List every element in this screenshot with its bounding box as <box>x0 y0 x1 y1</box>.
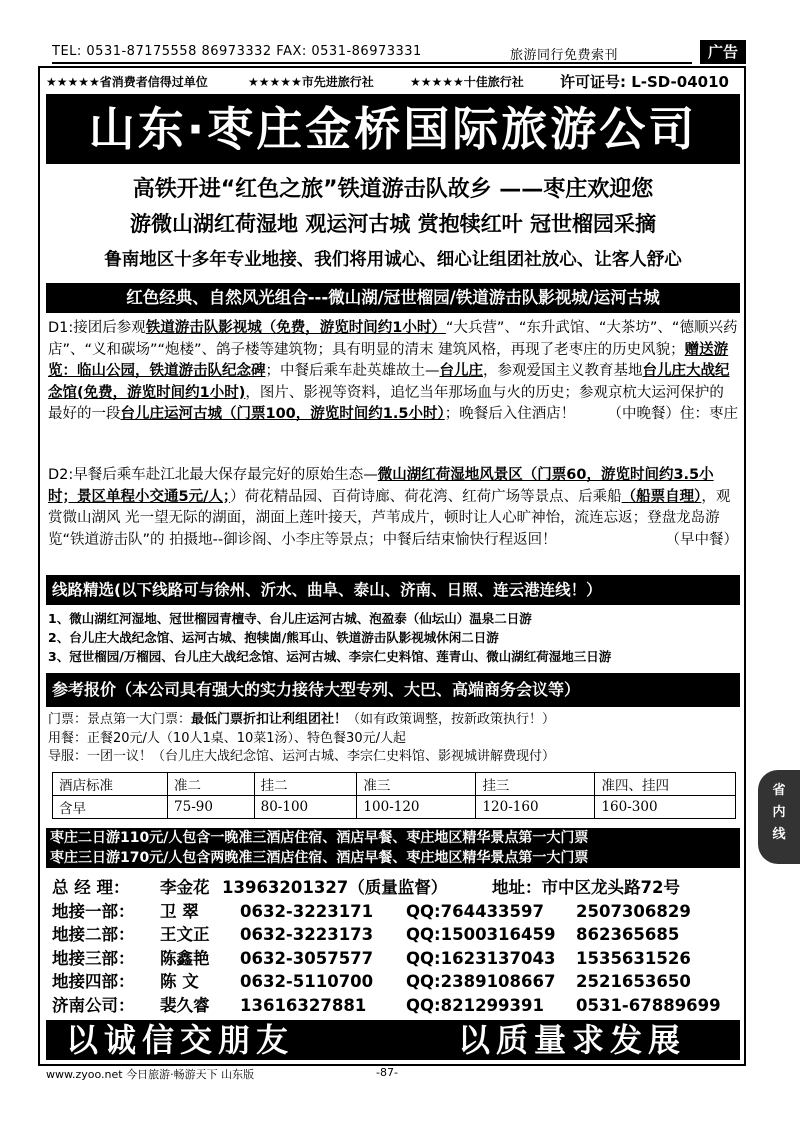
table-cell: 含早 <box>53 796 168 819</box>
contact-name: 裴久睿 <box>160 995 210 1015</box>
contact-row <box>52 970 742 994</box>
itinerary-day2 <box>48 465 738 551</box>
manager-row <box>52 876 742 900</box>
table-header-cell: 准三 <box>357 773 476 796</box>
day1-text-5: ，图片、影视等资料，追忆当年那场血与火的历史；参观京杭大运河保护的最好的一段 <box>48 384 724 422</box>
day2-label: D2: <box>48 467 74 483</box>
day2-highlight-1: 微山湖红荷湿地风景区（门票60，游览时间约3.5小时；景区单程小交通5元/人； <box>48 467 714 505</box>
tickets-discount: 最低门票折扣让利组团社！ <box>191 712 348 727</box>
table-header-cell: 酒店标准 <box>53 773 168 796</box>
hotel-price-table <box>52 772 736 819</box>
contact-qq-alt: 1535631526 <box>576 948 691 968</box>
table-header-cell: 准四、挂四 <box>595 773 736 796</box>
motto-band <box>46 1020 740 1060</box>
table-header-row <box>53 773 736 796</box>
motto-left: 以诚信交朋友 <box>66 1021 295 1059</box>
day2-text-2: ）荷花精品园、百荷诗廊、荷花湾、红荷广场等景点、后乘船 <box>230 488 622 505</box>
contact-row <box>52 923 742 947</box>
honor-2: ★★★★★市先进旅行社 <box>248 75 374 89</box>
routes-list <box>48 609 738 666</box>
contact-qq-alt: 2521653650 <box>576 972 691 991</box>
contact-name: 陈鑫艳 <box>160 948 210 968</box>
contact-phone: 0632-3057577 <box>240 948 374 968</box>
price-band: 参考报价（本公司具有强大的实力接待大型专列、大巴、高端商务会议等） <box>46 673 740 707</box>
contact-row <box>52 994 742 1018</box>
tickets-label: 门票：景点第一大门票： <box>48 712 192 727</box>
honor-1: ★★★★★省消费者信得过单位 <box>46 75 208 89</box>
contact-name: 陈 文 <box>160 972 199 991</box>
theme-band: 红色经典、自然风光组合---微山湖/冠世榴园/铁道游击队影视城/运河古城 <box>46 283 740 313</box>
headline-1: 高铁开进“红色之旅”铁道游击队故乡 ——枣庄欢迎您 <box>132 177 654 202</box>
table-header-cell: 挂二 <box>254 773 357 796</box>
guide-service: 导服：一团一议！（台儿庄大战纪念馆、运河古城、李宗仁史料馆、影视城讲解费现付） <box>48 749 556 764</box>
route-item: 3、冠世榴园/万榴园、台儿庄大战纪念馆、运河古城、李宗仁史料馆、莲青山、微山湖红荷湿地三日游 <box>48 649 612 664</box>
headline-3: 鲁南地区十多年专业地接、我们将用诚心、细心让组团社放心、让客人舒心 <box>104 250 682 270</box>
contact-dept: 地接四部： <box>52 972 135 991</box>
slogan-text: 旅游同行免费索刊 <box>510 48 619 63</box>
contact-phone: 0632-3223173 <box>240 925 374 944</box>
table-cell: 75-90 <box>168 796 255 819</box>
route-item: 1、微山湖红河湿地、冠世榴园青檀寺、台儿庄运河古城、泡盈泰（仙坛山）温泉二日游 <box>48 611 532 626</box>
top-contact-bar <box>52 44 692 64</box>
day1-text-2: “大兵营”、“东升武馆、“大茶坊”、“德顺兴药店”、“义和碳场”“炮楼”、鸽子楼等建筑物；具有明显的清末 建筑风格，再现了老枣庄的历史风貌； <box>48 320 738 358</box>
contact-name: 王文正 <box>160 925 210 944</box>
routes-band: 线路精选(以下线路可与徐州、沂水、曲阜、泰山、济南、日照、连云港连线！） <box>46 575 740 605</box>
day2-text-1: 早餐后乘车赴江北最大保存最完好的原始生态— <box>73 467 378 483</box>
page-number: -87- <box>376 1066 398 1079</box>
contact-qq: QQ:1623137043 <box>406 948 556 968</box>
contact-qq: QQ:1500316459 <box>406 925 556 944</box>
manager-label: 总 经 理： <box>52 878 130 897</box>
motto-right: 以质量求发展 <box>458 1021 687 1059</box>
table-header-cell: 挂三 <box>476 773 595 796</box>
day1-text-6: ；晚餐后入住酒店！ <box>444 406 576 422</box>
itinerary-day1 <box>48 318 738 426</box>
table-header-cell: 准二 <box>168 773 255 796</box>
contact-phone: 0632-3223171 <box>240 901 374 921</box>
contact-row <box>52 900 742 924</box>
credentials-row <box>46 70 740 92</box>
manager-name: 李金花 <box>160 878 210 897</box>
day1-highlight-3: 台儿庄 <box>439 363 483 379</box>
contact-qq-alt: 0531-67889699 <box>576 995 721 1015</box>
day2-text-3: ，观赏微山湖风 光一望无际的湖面，湖面上莲叶接天，芦苇成片，顿时让人心旷神怡，流连忘返；登盘龙岛游览“铁道游击队”的 拍摄地--御诊阁、小李庄等景点；中餐后结束愉快行程返回！ <box>48 488 731 548</box>
price-details <box>48 711 738 767</box>
day1-text-1: 接团后参观 <box>73 320 146 336</box>
contact-qq: QQ:764433597 <box>406 901 544 921</box>
side-tab-char: 省 <box>772 783 786 798</box>
table-cell: 80-100 <box>254 796 357 819</box>
footer-site: www.zyoo.net 今日旅游·畅游天下 山东版 <box>46 1068 255 1081</box>
side-tab-char: 线 <box>772 827 786 842</box>
contact-qq: QQ:2389108667 <box>406 972 556 991</box>
table-cell: 120-160 <box>476 796 595 819</box>
contacts-section <box>52 876 742 1017</box>
day2-highlight-2: （船票自理） <box>621 488 702 505</box>
day1-meals: （中晚餐）住：枣庄 <box>607 406 738 422</box>
side-tab-char: 内 <box>772 805 786 820</box>
contact-qq-alt: 862365685 <box>576 925 680 944</box>
day1-text-4: ，参观爱国主义教育基地 <box>483 363 643 379</box>
manager-phone: 13963201327（质量监督） <box>222 878 448 897</box>
contact-name: 卫 翠 <box>160 901 199 921</box>
day1-label: D1: <box>48 320 74 336</box>
contact-phone: 0632-5110700 <box>240 972 374 991</box>
headline-2: 游微山湖红荷湿地 观运河古城 赏抱犊红叶 冠世榴园采摘 <box>130 212 656 236</box>
company-address: 地址：市中区龙头路72号 <box>492 878 680 897</box>
contact-dept: 地接一部： <box>52 901 135 921</box>
table-cell: 160-300 <box>595 796 736 819</box>
contact-phone: 13616327881 <box>240 995 367 1015</box>
ad-tag: 广告 <box>700 40 746 64</box>
meals-price: 用餐：正餐20元/人（10人1桌、10菜1汤）、特色餐30元/人起 <box>48 730 406 746</box>
contact-dept: 济南公司： <box>52 995 135 1015</box>
tickets-note: （如有政策调整，按新政策执行！） <box>347 712 556 727</box>
day2-meals: （早中餐） <box>665 531 738 548</box>
promo-two-day: 枣庄二日游110元/人包含一晚准三酒店住宿、酒店早餐、枣庄地区精华景点第一大门票 <box>50 830 589 846</box>
contact-qq: QQ:821299391 <box>406 995 544 1015</box>
honor-3: ★★★★★十佳旅行社 <box>410 75 524 89</box>
table-cell: 100-120 <box>357 796 476 819</box>
contact-line: TEL: 0531-87175558 86973332 FAX: 0531-86973331 <box>52 44 422 59</box>
day1-highlight-2: 赠送游览：临山公园，铁道游击队纪念碑 <box>48 341 729 379</box>
contact-qq-alt: 2507306829 <box>576 901 691 921</box>
contact-dept: 地接三部： <box>52 948 135 968</box>
day1-text-3: ；中餐后乘车赴英雄故土— <box>265 363 440 379</box>
promo-three-day: 枣庄三日游170元/人包含两晚准三酒店住宿、酒店早餐、枣庄地区精华景点第一大门票 <box>50 850 589 866</box>
day1-highlight-5: 台儿庄运河古城（门票100，游览时间约1.5小时） <box>120 406 445 422</box>
license-number: 许可证号: L-SD-04010 <box>560 73 729 91</box>
contact-dept: 地接二部： <box>52 925 135 944</box>
contact-row <box>52 947 742 971</box>
day1-highlight-4: 台儿庄大战纪念馆(免费，游览时间约1小时) <box>48 363 730 401</box>
day1-highlight-1: 铁道游击队影视城（免费，游览时间约1小时） <box>145 320 446 336</box>
package-promo <box>46 828 740 868</box>
route-item: 2、台儿庄大战纪念馆、运河古城、抱犊崮/熊耳山、铁道游击队影视城休闲二日游 <box>48 630 499 645</box>
table-row <box>53 796 736 819</box>
company-title: 山东·枣庄金桥国际旅游公司 <box>46 94 740 164</box>
side-tab-domestic <box>758 770 800 864</box>
